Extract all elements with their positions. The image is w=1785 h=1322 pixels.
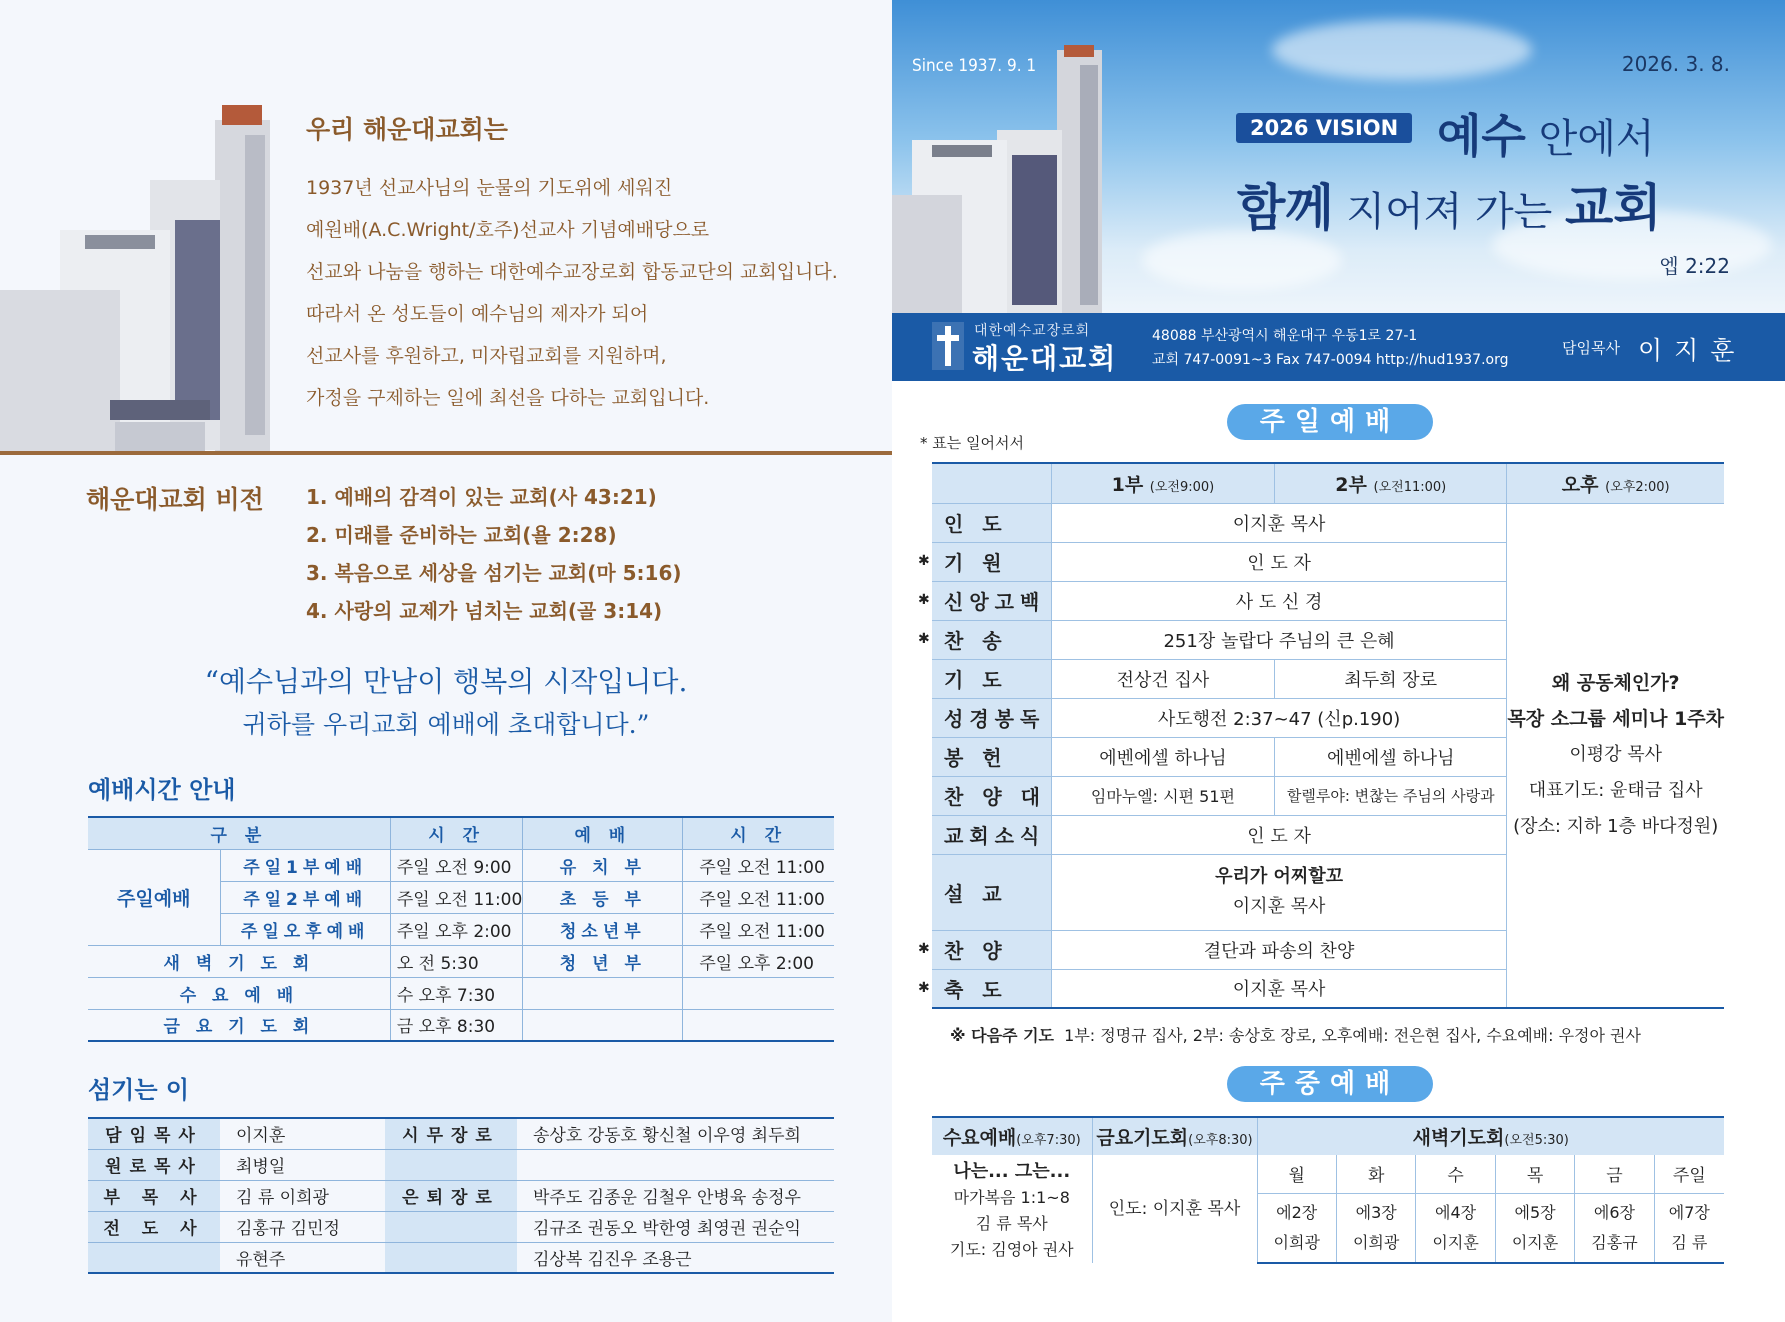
pastor-label: 담임목사: [1562, 339, 1620, 357]
role-label: 부 목 사: [88, 1180, 220, 1211]
role-names: 김 류 이희광: [220, 1180, 385, 1211]
table-row: [88, 977, 834, 1009]
table-row: [88, 1118, 834, 1149]
order-label: 설 교: [932, 854, 1051, 930]
dawn-day: 주일: [1654, 1155, 1724, 1193]
dept-name: [523, 977, 683, 1009]
role-label: [385, 1211, 517, 1242]
table-row: [88, 849, 834, 881]
service-name: 주일1부예배: [220, 849, 390, 881]
vision-item: 4. 사랑의 교제가 넘치는 교회(골 3:14): [306, 599, 663, 623]
table-header: 오후 (오후2:00): [1507, 463, 1724, 503]
intro-title: 우리 해운대교회는: [306, 115, 508, 144]
sermon-title: 우리가 어찌할꼬: [1215, 866, 1344, 887]
sermon-cell: [1051, 854, 1507, 930]
order-value: 사 도 신 경: [1051, 581, 1507, 620]
dept-name: 청소년부: [523, 913, 683, 945]
vision-slogan-line2: [1237, 168, 1662, 240]
slogan-word: 교회: [1564, 178, 1662, 237]
dept-time: [683, 977, 834, 1009]
service-time: 주일 오후 2:00: [390, 913, 523, 945]
role-names: 송상호 강동호 황신철 이우영 최두희: [517, 1118, 834, 1149]
afternoon-location: (장소: 지하 1층 바다정원): [1513, 816, 1719, 838]
role-label: [385, 1242, 517, 1273]
sermon-preacher: 이지훈 목사: [1232, 896, 1326, 917]
standing-note: * 표는 일어서서: [920, 434, 1024, 452]
dept-name: 초 등 부: [523, 881, 683, 913]
section-divider: [0, 451, 892, 455]
service-time: 주일 오전 11:00: [390, 881, 523, 913]
dept-time: [683, 1009, 834, 1041]
service-name: 주일오후예배: [220, 913, 390, 945]
afternoon-prayer: 대표기도: 윤태금 집사: [1528, 780, 1703, 802]
table-row: [88, 1009, 834, 1041]
role-names: 유현주: [220, 1242, 385, 1273]
sunday-service-pill: 주일예배: [1227, 404, 1433, 440]
afternoon-service-info: [1507, 503, 1724, 1008]
vision-item: 2. 미래를 준비하는 교회(욜 2:28): [306, 523, 617, 547]
invitation-quote-line2: 귀하를 우리교회 예배에 초대합니다.”: [242, 710, 650, 739]
dawn-day: 금: [1575, 1155, 1654, 1193]
vision-list: [306, 480, 682, 632]
slogan-word: 예수: [1437, 109, 1526, 163]
wed-scripture: 마가복음 1:1~8: [953, 1188, 1070, 1207]
service-name: 주일2부예배: [220, 881, 390, 913]
service-name: 새 벽 기 도 회: [88, 945, 390, 977]
role-names: 김규조 권동오 박한영 최영권 권순익: [517, 1211, 834, 1242]
order-label: 봉 헌: [932, 737, 1051, 776]
vision-slogan-line1: [1437, 100, 1655, 166]
slogan-word: 안에서: [1525, 116, 1655, 162]
table-row: [88, 1180, 834, 1211]
table-header: 수요예배(오후7:30): [932, 1117, 1092, 1155]
dept-time: 주일 오후 2:00: [683, 945, 834, 977]
intro-line: 따라서 온 성도들이 예수님의 제자가 되어: [306, 303, 649, 325]
order-value: 전상건 집사: [1051, 659, 1274, 698]
order-label: 성경봉독: [932, 698, 1051, 737]
order-label: ✱ 기 원: [932, 542, 1051, 581]
dept-time: 주일 오전 11:00: [683, 881, 834, 913]
table-header: 구 분: [88, 817, 390, 849]
next-prayer-label: ※ 다음주 기도: [950, 1026, 1054, 1045]
order-label: ✱ 신앙고백: [932, 581, 1051, 620]
dawn-cell: 에6장 김홍규: [1575, 1193, 1654, 1263]
table-header: 새벽기도회(오전5:30): [1257, 1117, 1724, 1155]
wed-prayer: 기도: 김영아 권사: [949, 1240, 1074, 1259]
table-header-row: [932, 463, 1724, 503]
table-row: [88, 945, 834, 977]
service-time: 주일 오전 9:00: [390, 849, 523, 881]
vision-badge: 2026 VISION: [1236, 113, 1412, 143]
dawn-day: 목: [1495, 1155, 1574, 1193]
table-row: [88, 1211, 834, 1242]
order-label: 기 도: [932, 659, 1051, 698]
order-label: 교회소식: [932, 815, 1051, 854]
table-row: [932, 1155, 1724, 1193]
intro-line: 1937년 선교사님의 눈물의 기도위에 세워진: [306, 177, 673, 199]
dawn-day: 화: [1336, 1155, 1415, 1193]
dawn-day: 월: [1257, 1155, 1336, 1193]
wed-title: 나는... 그는...: [953, 1161, 1071, 1182]
sunday-order-table: [918, 462, 1724, 1009]
order-value: 임마누엘: 시편 51편: [1051, 776, 1274, 815]
order-value: 251장 놀랍다 주님의 큰 은혜: [1051, 620, 1507, 659]
slogan-word: 함께: [1237, 178, 1334, 237]
table-header: 시 간: [683, 817, 834, 849]
order-label: ✱ 찬 송: [932, 620, 1051, 659]
table-row: [88, 1149, 834, 1180]
role-label: [385, 1149, 517, 1180]
intro-line: 선교사를 후원하고, 미자립교회를 지원하며,: [306, 345, 667, 367]
dept-time: 주일 오전 11:00: [683, 913, 834, 945]
role-names: 김홍규 김민정: [220, 1211, 385, 1242]
wednesday-service-cell: [932, 1155, 1092, 1263]
dawn-cell: 에3장 이희광: [1336, 1193, 1415, 1263]
role-label: 시무장로: [385, 1118, 517, 1149]
servants-table: [88, 1117, 834, 1274]
friday-leader: 인도: 이지훈 목사: [1092, 1155, 1257, 1263]
cross-icon: [932, 322, 964, 370]
role-names: 최병일: [220, 1149, 385, 1180]
role-names: 이지훈: [220, 1118, 385, 1149]
dawn-day: 수: [1416, 1155, 1495, 1193]
church-contact[interactable]: 교회 747-0091~3 Fax 747-0094 http://hud1937.org: [1152, 352, 1509, 368]
order-value: 결단과 파송의 찬양: [1051, 930, 1507, 969]
church-info-bar: [892, 313, 1785, 381]
worship-times-table: [88, 816, 834, 1042]
role-label: 전 도 사: [88, 1211, 220, 1242]
invitation-quote-line1: “예수님과의 만남이 행복의 시작입니다.: [204, 665, 688, 698]
order-value: 최두희 장로: [1275, 659, 1507, 698]
dawn-cell: 에5장 이지훈: [1495, 1193, 1574, 1263]
intro-line: 선교와 나눔을 행하는 대한예수교장로회 합동교단의 교회입니다.: [306, 261, 838, 283]
vision-title: 해운대교회 비전: [86, 485, 264, 514]
bulletin-date: 2026. 3. 8.: [1621, 52, 1730, 76]
table-row: [932, 503, 1724, 542]
dept-time: 주일 오전 11:00: [683, 849, 834, 881]
afternoon-speaker: 이평강 목사: [1569, 744, 1663, 766]
table-header-row: [88, 817, 834, 849]
next-prayer-list: 1부: 정명규 집사, 2부: 송상호 장로, 오후예배: 전은현 집사, 수요예배: 우정아 권사: [1064, 1026, 1641, 1045]
church-address: 48088 부산광역시 해운대구 우동1로 27-1: [1152, 328, 1418, 344]
order-label: ✱ 축 도: [932, 969, 1051, 1008]
role-label: [88, 1242, 220, 1273]
table-header: 금요기도회(오후8:30): [1092, 1117, 1257, 1155]
intro-line: 가정을 구제하는 일에 최선을 다하는 교회입니다.: [306, 387, 710, 409]
dawn-cell: 에2장 이희광: [1257, 1193, 1336, 1263]
church-building-image: [0, 100, 295, 452]
table-header: 시 간: [390, 817, 523, 849]
vision-item: 3. 복음으로 세상을 섬기는 교회(마 5:16): [306, 561, 682, 585]
church-tower-image: [892, 45, 1122, 313]
worship-times-title: 예배시간 안내: [88, 776, 236, 804]
service-name: 수 요 예 배: [88, 977, 390, 1009]
role-names: [517, 1149, 834, 1180]
order-label: ✱ 찬 양: [932, 930, 1051, 969]
church-name: 해운대교회: [972, 342, 1118, 375]
dept-name: 청 년 부: [523, 945, 683, 977]
service-time: 수 오후 7:30: [390, 977, 523, 1009]
dept-name: [523, 1009, 683, 1041]
role-label: 원로목사: [88, 1149, 220, 1180]
table-header: 예 배: [523, 817, 683, 849]
next-week-prayer: [950, 1023, 1641, 1046]
vision-item: 1. 예배의 감격이 있는 교회(사 43:21): [306, 485, 657, 509]
intro-text: [306, 167, 838, 419]
dept-name: 유 치 부: [523, 849, 683, 881]
order-value: 인 도 자: [1051, 815, 1507, 854]
role-label: 은퇴장로: [385, 1180, 517, 1211]
order-label: 인 도: [932, 503, 1051, 542]
weekday-service-pill: 주중예배: [1227, 1066, 1433, 1102]
dawn-cell: 에4장 이지훈: [1416, 1193, 1495, 1263]
table-header: 2부 (오전11:00): [1275, 463, 1507, 503]
slogan-word: 지어져 가는: [1333, 189, 1565, 235]
table-header: 1부 (오전9:00): [1051, 463, 1274, 503]
role-names: 김상복 김진우 조용근: [517, 1242, 834, 1273]
denomination: 대한예수교장로회: [974, 323, 1091, 339]
bible-verse: 엡 2:22: [1659, 254, 1730, 278]
wed-preacher: 김 류 목사: [975, 1214, 1048, 1233]
role-label: 담임목사: [88, 1118, 220, 1149]
order-value: 에벤에셀 하나님: [1275, 737, 1507, 776]
intro-line: 예원배(A.C.Wright/호주)선교사 기념예배당으로: [306, 219, 710, 241]
afternoon-title: 왜 공동체인가?: [1551, 672, 1680, 695]
order-value: 에벤에셀 하나님: [1051, 737, 1274, 776]
role-names: 박주도 김종운 김철우 안병육 송정우: [517, 1180, 834, 1211]
right-panel: [892, 0, 1785, 1322]
table-header-row: [932, 1117, 1724, 1155]
pastor-name: 이지훈: [1638, 336, 1747, 365]
service-time: 금 오후 8:30: [390, 1009, 523, 1041]
table-row: [88, 1242, 834, 1273]
order-value: 이지훈 목사: [1051, 969, 1507, 1008]
dawn-cell: 에7장 김 류: [1654, 1193, 1724, 1263]
since-date: Since 1937. 9. 1: [912, 56, 1037, 76]
order-value: 인 도 자: [1051, 542, 1507, 581]
afternoon-subtitle: 목장 소그룹 세미나 1주차: [1507, 708, 1724, 731]
group-label: 주일예배: [88, 849, 220, 945]
weekday-service-table: [932, 1116, 1724, 1264]
service-name: 금 요 기 도 회: [88, 1009, 390, 1041]
order-value: 사도행전 2:37~47 (신p.190): [1051, 698, 1507, 737]
service-time: 오 전 5:30: [390, 945, 523, 977]
left-panel: [0, 0, 892, 1322]
header-banner: [892, 0, 1785, 313]
order-label: 찬 양 대: [932, 776, 1051, 815]
order-value: 할렐루야: 변찮는 주님의 사랑과: [1275, 776, 1507, 815]
servants-title: 섬기는 이: [88, 1076, 190, 1104]
order-value: 이지훈 목사: [1051, 503, 1507, 542]
